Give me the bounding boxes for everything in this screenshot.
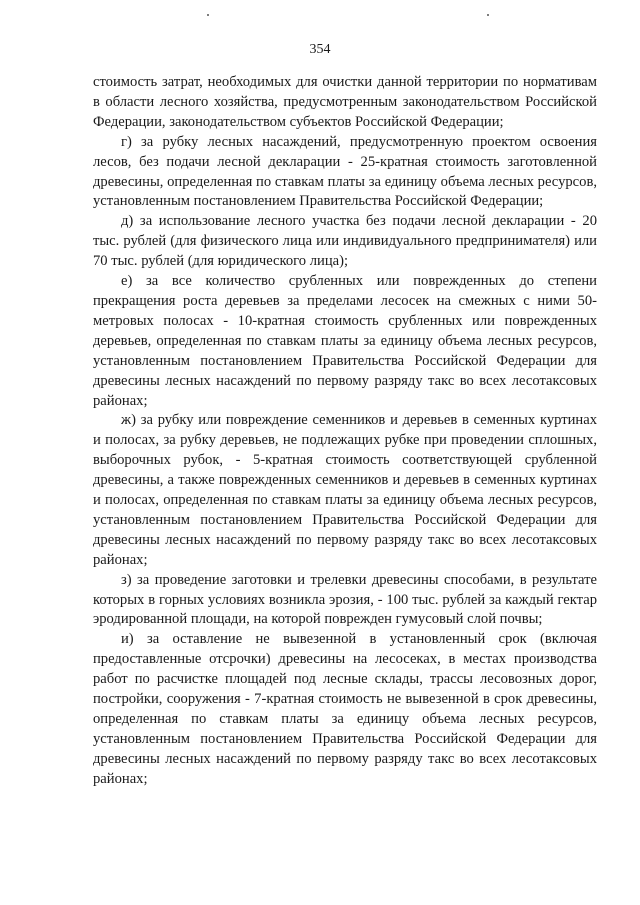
paragraph-continuation: стоимость затрат, необходимых для очистки данной территории по нормативам в области лесного хозяйства, предусмотренным законодательством Российской Федерации, законодательством субъектов Российской Федерации; <box>93 74 597 130</box>
paragraph-i: и) за оставление не вывезенной в установленный срок (включая предоставленные отсрочки) древесины на лесосеках, в местах производства работ по расчистке площадей под лесные склады, трассы лесовозных дорог, постройки, сооружения - 7-кратная стоимость не вывезенной в срок древесины, определенная по ставкам платы за единицу объема лесных ресурсов, установленным постановлением Правительства Российской Федерации для древесины лесных насаждений по первому разряду такс во всех лесотаксовых районах; <box>93 631 597 787</box>
page-number: 354 <box>309 42 331 57</box>
scan-artifact-dot <box>207 14 209 16</box>
paragraph-e: е) за все количество срубленных или поврежденных до степени прекращения роста деревьев за пределами лесосек на смежных с ними 50-метровых полосах - 10-кратная стоимость срубленных или поврежденных деревьев, определенная по ставкам платы за единицу объема лесных ресурсов, установленным постановлением Правительства Российской Федерации для древесины лесных насаждений по первому разряду такс во всех лесотаксовых районах; <box>93 273 597 409</box>
document-body <box>93 73 597 790</box>
paragraph-z: з) за проведение заготовки и трелевки древесины способами, в результате которых в горных условиях возникла эрозия, - 100 тыс. рублей за каждый гектар эродированной площади, на которой поврежден гумусовый слой почвы; <box>93 571 597 628</box>
paragraph-zh: ж) за рубку или повреждение семенников и деревьев в семенных куртинах и полосах, за рубку деревьев, не подлежащих рубке при проведении сплошных, выборочных рубок, - 5-кратная стоимость соответствующей срубленной древесины, а также поврежденных семенников и деревьев в семенных куртинах и полосах, определенная по ставкам платы за единицу объема лесных ресурсов, установленным постановлением Правительства Российской Федерации для древесины лесных насаждений по первому разряду такс во всех лесотаксовых районах; <box>93 412 597 568</box>
scan-artifact-dot <box>487 14 489 16</box>
paragraph-d: д) за использование лесного участка без подачи лесной декларации - 20 тыс. рублей (для физического лица или индивидуального предпринимателя) или 70 тыс. рублей (для юридического лица); <box>93 213 597 270</box>
paragraph-g: г) за рубку лесных насаждений, предусмотренную проектом освоения лесов, без подачи лесной декларации - 25-кратная стоимость заготовленной древесины, определенная по ставкам платы за единицу объема лесных ресурсов, установленным постановлением Правительства Российской Федерации; <box>93 133 597 210</box>
